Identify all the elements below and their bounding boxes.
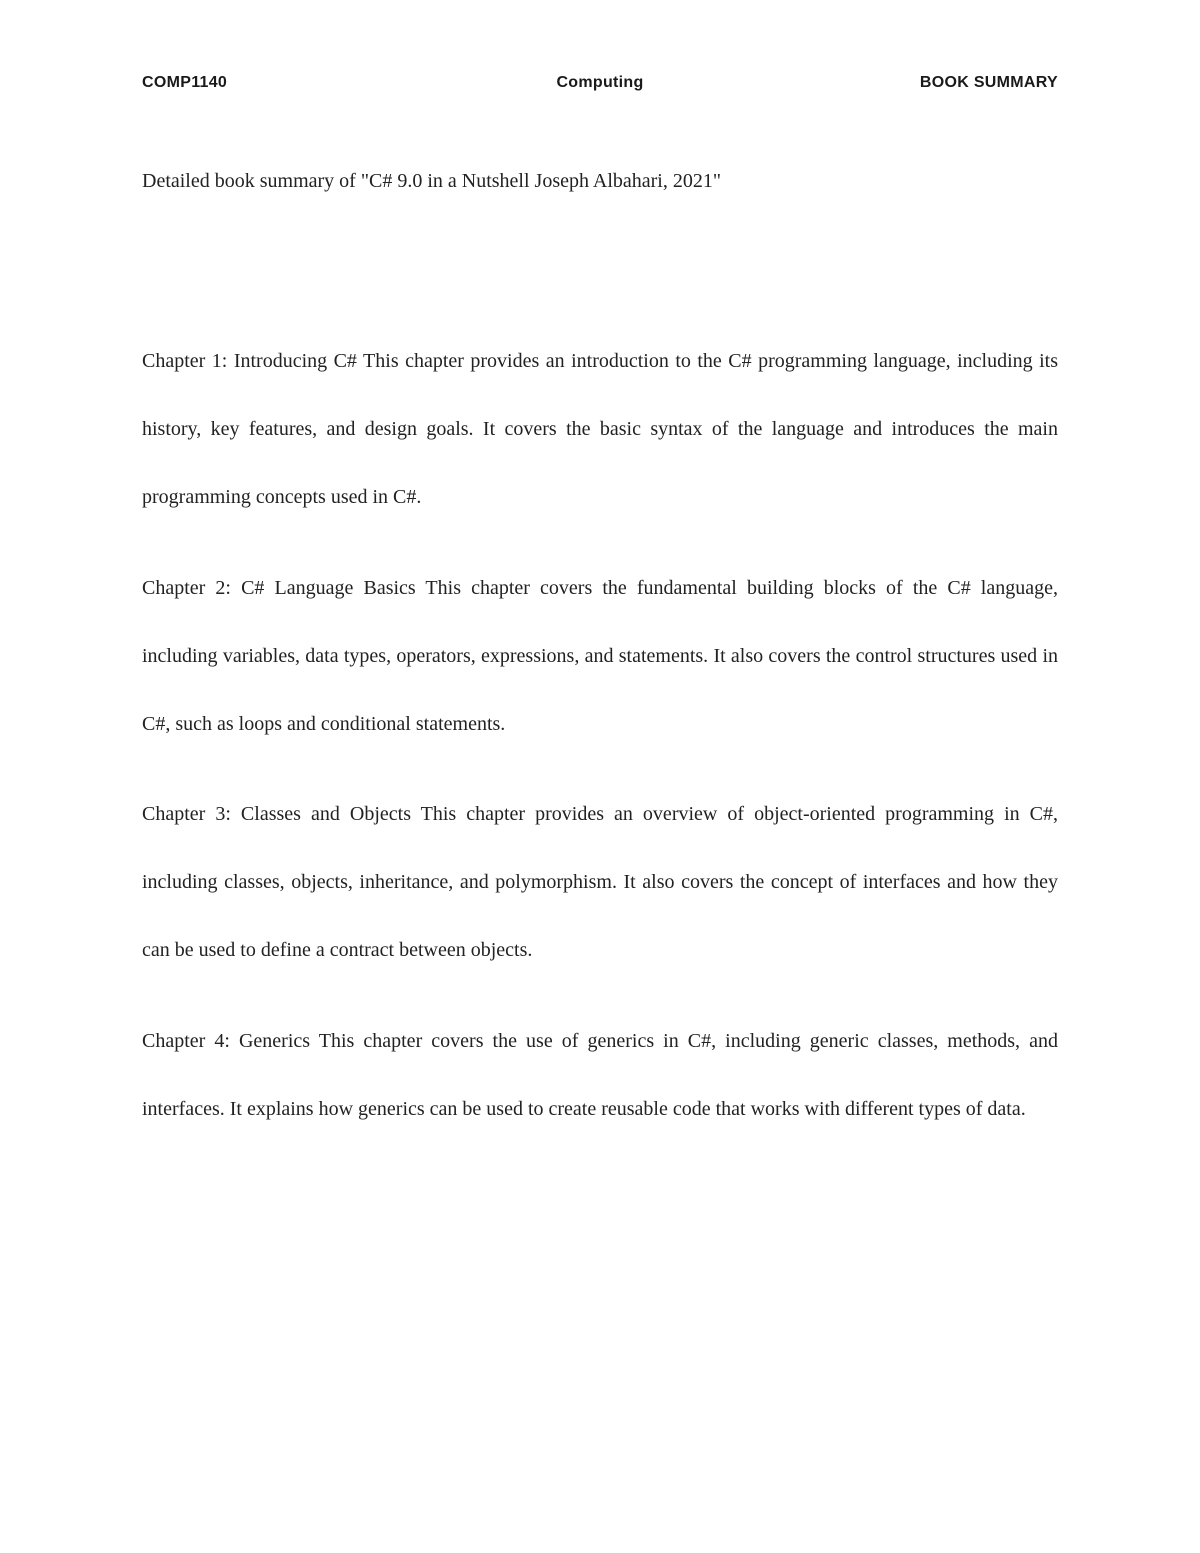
header-subject: Computing xyxy=(556,74,644,91)
paragraph-chapter-3: Chapter 3: Classes and Objects This chapter provides an overview of object-oriented programming in C#, including classes, objects, inheritance, and polymorphism. It also covers the concept of interfaces and how they can be used to define a contract between objects. xyxy=(142,803,1058,961)
paragraph-chapter-2: Chapter 2: C# Language Basics This chapter covers the fundamental building blocks of the C# language, including variables, data types, operators, expressions, and statements. It also covers the control structures used in C#, such as loops and conditional statements. xyxy=(142,577,1058,735)
page-header xyxy=(142,74,1058,98)
header-course-code: COMP1140 xyxy=(142,74,228,91)
document-title: Detailed book summary of "C# 9.0 in a Nutshell Joseph Albahari, 2021" xyxy=(142,170,722,192)
paragraph-chapter-1: Chapter 1: Introducing C# This chapter provides an introduction to the C# programming language, including its history, key features, and design goals. It covers the basic syntax of the language and introduces the main programming concepts used in C#. xyxy=(142,350,1058,508)
header-document-type: BOOK SUMMARY xyxy=(919,74,1058,91)
paragraph-chapter-4: Chapter 4: Generics This chapter covers the use of generics in C#, including generic classes, methods, and interfaces. It explains how generics can be used to create reusable code that works with different types of data. xyxy=(142,1030,1058,1120)
